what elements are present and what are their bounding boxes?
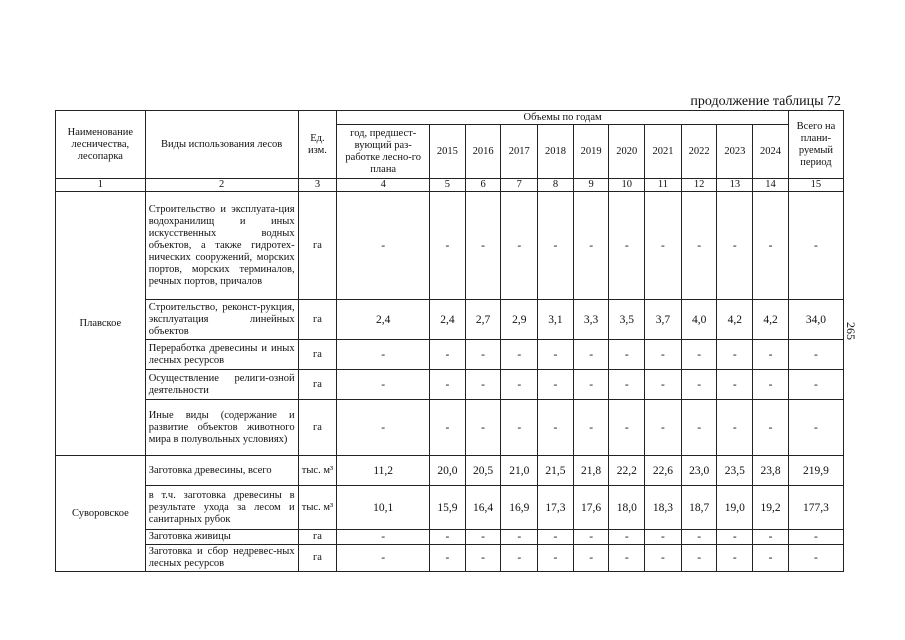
column-index: 14	[753, 179, 789, 192]
header-year: 2019	[573, 125, 609, 179]
header-year: 2021	[645, 125, 682, 179]
value-cell: -	[501, 545, 538, 572]
value-cell: -	[788, 340, 843, 370]
use-type: Иные виды (содержание и развитие объектов животного мира в полувольных условиях)	[145, 400, 298, 456]
header-volumes: Объемы по годам	[337, 111, 789, 125]
use-type: Осуществление религи-озной деятельности	[145, 370, 298, 400]
value-cell: -	[430, 192, 466, 300]
value-cell: 21,5	[538, 456, 574, 486]
value-cell: -	[573, 340, 609, 370]
table-row	[56, 192, 844, 300]
value-cell: -	[538, 545, 574, 572]
header-year: 2022	[681, 125, 717, 179]
value-cell: 2,4	[430, 300, 466, 340]
value-cell: -	[681, 192, 717, 300]
unit: га	[298, 370, 337, 400]
use-type: Заготовка древесины, всего	[145, 456, 298, 486]
unit: га	[298, 545, 337, 572]
unit: тыс. м³	[298, 486, 337, 530]
value-cell: -	[430, 370, 466, 400]
value-cell: -	[465, 530, 501, 545]
value-cell: -	[753, 530, 789, 545]
value-cell: -	[430, 530, 466, 545]
use-type: Заготовка живицы	[145, 530, 298, 545]
value-cell: -	[538, 530, 574, 545]
value-cell: 10,1	[337, 486, 430, 530]
value-cell: -	[465, 370, 501, 400]
column-index: 6	[465, 179, 501, 192]
value-cell: -	[788, 545, 843, 572]
value-cell: -	[645, 340, 682, 370]
value-cell: 21,0	[501, 456, 538, 486]
value-cell: -	[753, 400, 789, 456]
header-prev-year: год, предшест-вующий раз-работке лесно-го плана	[337, 125, 430, 179]
column-index: 11	[645, 179, 682, 192]
value-cell: -	[681, 545, 717, 572]
table-row	[56, 400, 844, 456]
header-year: 2020	[609, 125, 645, 179]
value-cell: -	[609, 530, 645, 545]
value-cell: -	[538, 400, 574, 456]
value-cell: -	[609, 192, 645, 300]
unit: га	[298, 340, 337, 370]
value-cell: -	[717, 530, 753, 545]
value-cell: 4,0	[681, 300, 717, 340]
column-index: 5	[430, 179, 466, 192]
value-cell: 219,9	[788, 456, 843, 486]
value-cell: -	[717, 545, 753, 572]
value-cell: 18,0	[609, 486, 645, 530]
value-cell: -	[645, 400, 682, 456]
page-number: 265	[844, 322, 858, 340]
forestry-name: Суворовское	[56, 456, 146, 572]
value-cell: -	[501, 530, 538, 545]
value-cell: 3,5	[609, 300, 645, 340]
value-cell: -	[645, 370, 682, 400]
value-cell: 23,5	[717, 456, 753, 486]
header-year: 2017	[501, 125, 538, 179]
use-type: Заготовка и сбор недревес-ных лесных ресурсов	[145, 545, 298, 572]
forestry-name: Плавское	[56, 192, 146, 456]
column-index-row	[56, 179, 844, 192]
table-body	[56, 192, 844, 572]
unit: га	[298, 530, 337, 545]
header-year: 2018	[538, 125, 574, 179]
value-cell: -	[337, 545, 430, 572]
value-cell: 18,3	[645, 486, 682, 530]
value-cell: -	[573, 530, 609, 545]
value-cell: -	[501, 340, 538, 370]
value-cell: 19,0	[717, 486, 753, 530]
header-unit: Ед. изм.	[298, 111, 337, 179]
column-index: 3	[298, 179, 337, 192]
forest-use-table	[55, 110, 844, 572]
value-cell: -	[573, 370, 609, 400]
value-cell: 22,2	[609, 456, 645, 486]
value-cell: -	[717, 370, 753, 400]
value-cell: 17,3	[538, 486, 574, 530]
use-type: в т.ч. заготовка древесины в результате ухода за лесом и санитарных рубок	[145, 486, 298, 530]
value-cell: 19,2	[753, 486, 789, 530]
column-index: 13	[717, 179, 753, 192]
value-cell: -	[337, 370, 430, 400]
column-index: 9	[573, 179, 609, 192]
value-cell: -	[337, 400, 430, 456]
value-cell: -	[501, 370, 538, 400]
value-cell: -	[788, 400, 843, 456]
use-type: Строительство и эксплуата-ция водохранилищ и иных искусственных водных объектов, а также гидротех-нических сооружений, морских портов, морских терминалов, речных портов, причалов	[145, 192, 298, 300]
value-cell: -	[753, 192, 789, 300]
table-caption: продолжение таблицы 72	[690, 94, 841, 109]
unit: га	[298, 400, 337, 456]
value-cell: 17,6	[573, 486, 609, 530]
value-cell: 2,9	[501, 300, 538, 340]
value-cell: -	[717, 400, 753, 456]
header-total: Всего на плани-руемый период	[788, 111, 843, 179]
column-index: 7	[501, 179, 538, 192]
value-cell: 23,0	[681, 456, 717, 486]
value-cell: -	[573, 545, 609, 572]
header-forestry: Наименование лесничества, лесопарка	[56, 111, 146, 179]
use-type: Строительство, реконст-рукция, эксплуатация линейных объектов	[145, 300, 298, 340]
column-index: 2	[145, 179, 298, 192]
header-year: 2015	[430, 125, 466, 179]
unit: га	[298, 300, 337, 340]
table-row	[56, 370, 844, 400]
value-cell: 16,4	[465, 486, 501, 530]
value-cell: 34,0	[788, 300, 843, 340]
value-cell: -	[501, 400, 538, 456]
value-cell: -	[609, 400, 645, 456]
value-cell: -	[337, 340, 430, 370]
header-year: 2024	[753, 125, 789, 179]
value-cell: 3,1	[538, 300, 574, 340]
column-index: 8	[538, 179, 574, 192]
header-year: 2016	[465, 125, 501, 179]
table-row	[56, 340, 844, 370]
value-cell: -	[681, 400, 717, 456]
value-cell: 23,8	[753, 456, 789, 486]
value-cell: -	[717, 340, 753, 370]
value-cell: -	[717, 192, 753, 300]
value-cell: 2,7	[465, 300, 501, 340]
value-cell: -	[430, 545, 466, 572]
column-index: 12	[681, 179, 717, 192]
value-cell: -	[681, 530, 717, 545]
value-cell: -	[609, 340, 645, 370]
column-index: 4	[337, 179, 430, 192]
value-cell: 16,9	[501, 486, 538, 530]
table-row	[56, 456, 844, 486]
unit: га	[298, 192, 337, 300]
value-cell: 3,7	[645, 300, 682, 340]
column-index: 10	[609, 179, 645, 192]
value-cell: 4,2	[717, 300, 753, 340]
value-cell: 15,9	[430, 486, 466, 530]
value-cell: -	[465, 340, 501, 370]
table-row	[56, 486, 844, 530]
value-cell: 20,5	[465, 456, 501, 486]
value-cell: -	[645, 192, 682, 300]
value-cell: 22,6	[645, 456, 682, 486]
value-cell: 18,7	[681, 486, 717, 530]
value-cell: -	[430, 340, 466, 370]
value-cell: -	[753, 370, 789, 400]
table-row	[56, 300, 844, 340]
value-cell: -	[337, 530, 430, 545]
value-cell: -	[337, 192, 430, 300]
value-cell: -	[645, 545, 682, 572]
value-cell: -	[645, 530, 682, 545]
value-cell: -	[573, 192, 609, 300]
value-cell: 21,8	[573, 456, 609, 486]
value-cell: -	[465, 545, 501, 572]
value-cell: -	[430, 400, 466, 456]
value-cell: -	[681, 340, 717, 370]
value-cell: 3,3	[573, 300, 609, 340]
value-cell: -	[788, 192, 843, 300]
value-cell: -	[753, 545, 789, 572]
value-cell: 2,4	[337, 300, 430, 340]
table-row	[56, 530, 844, 545]
header-use: Виды использования лесов	[145, 111, 298, 179]
value-cell: -	[753, 340, 789, 370]
value-cell: 11,2	[337, 456, 430, 486]
value-cell: -	[609, 370, 645, 400]
value-cell: -	[465, 192, 501, 300]
table-row	[56, 545, 844, 572]
column-index: 1	[56, 179, 146, 192]
value-cell: -	[538, 192, 574, 300]
unit: тыс. м³	[298, 456, 337, 486]
column-index: 15	[788, 179, 843, 192]
value-cell: -	[788, 530, 843, 545]
value-cell: -	[501, 192, 538, 300]
value-cell: 20,0	[430, 456, 466, 486]
value-cell: 177,3	[788, 486, 843, 530]
use-type: Переработка древесины и иных лесных ресурсов	[145, 340, 298, 370]
value-cell: -	[788, 370, 843, 400]
value-cell: 4,2	[753, 300, 789, 340]
value-cell: -	[538, 370, 574, 400]
value-cell: -	[573, 400, 609, 456]
value-cell: -	[465, 400, 501, 456]
value-cell: -	[609, 545, 645, 572]
header-year: 2023	[717, 125, 753, 179]
value-cell: -	[538, 340, 574, 370]
value-cell: -	[681, 370, 717, 400]
